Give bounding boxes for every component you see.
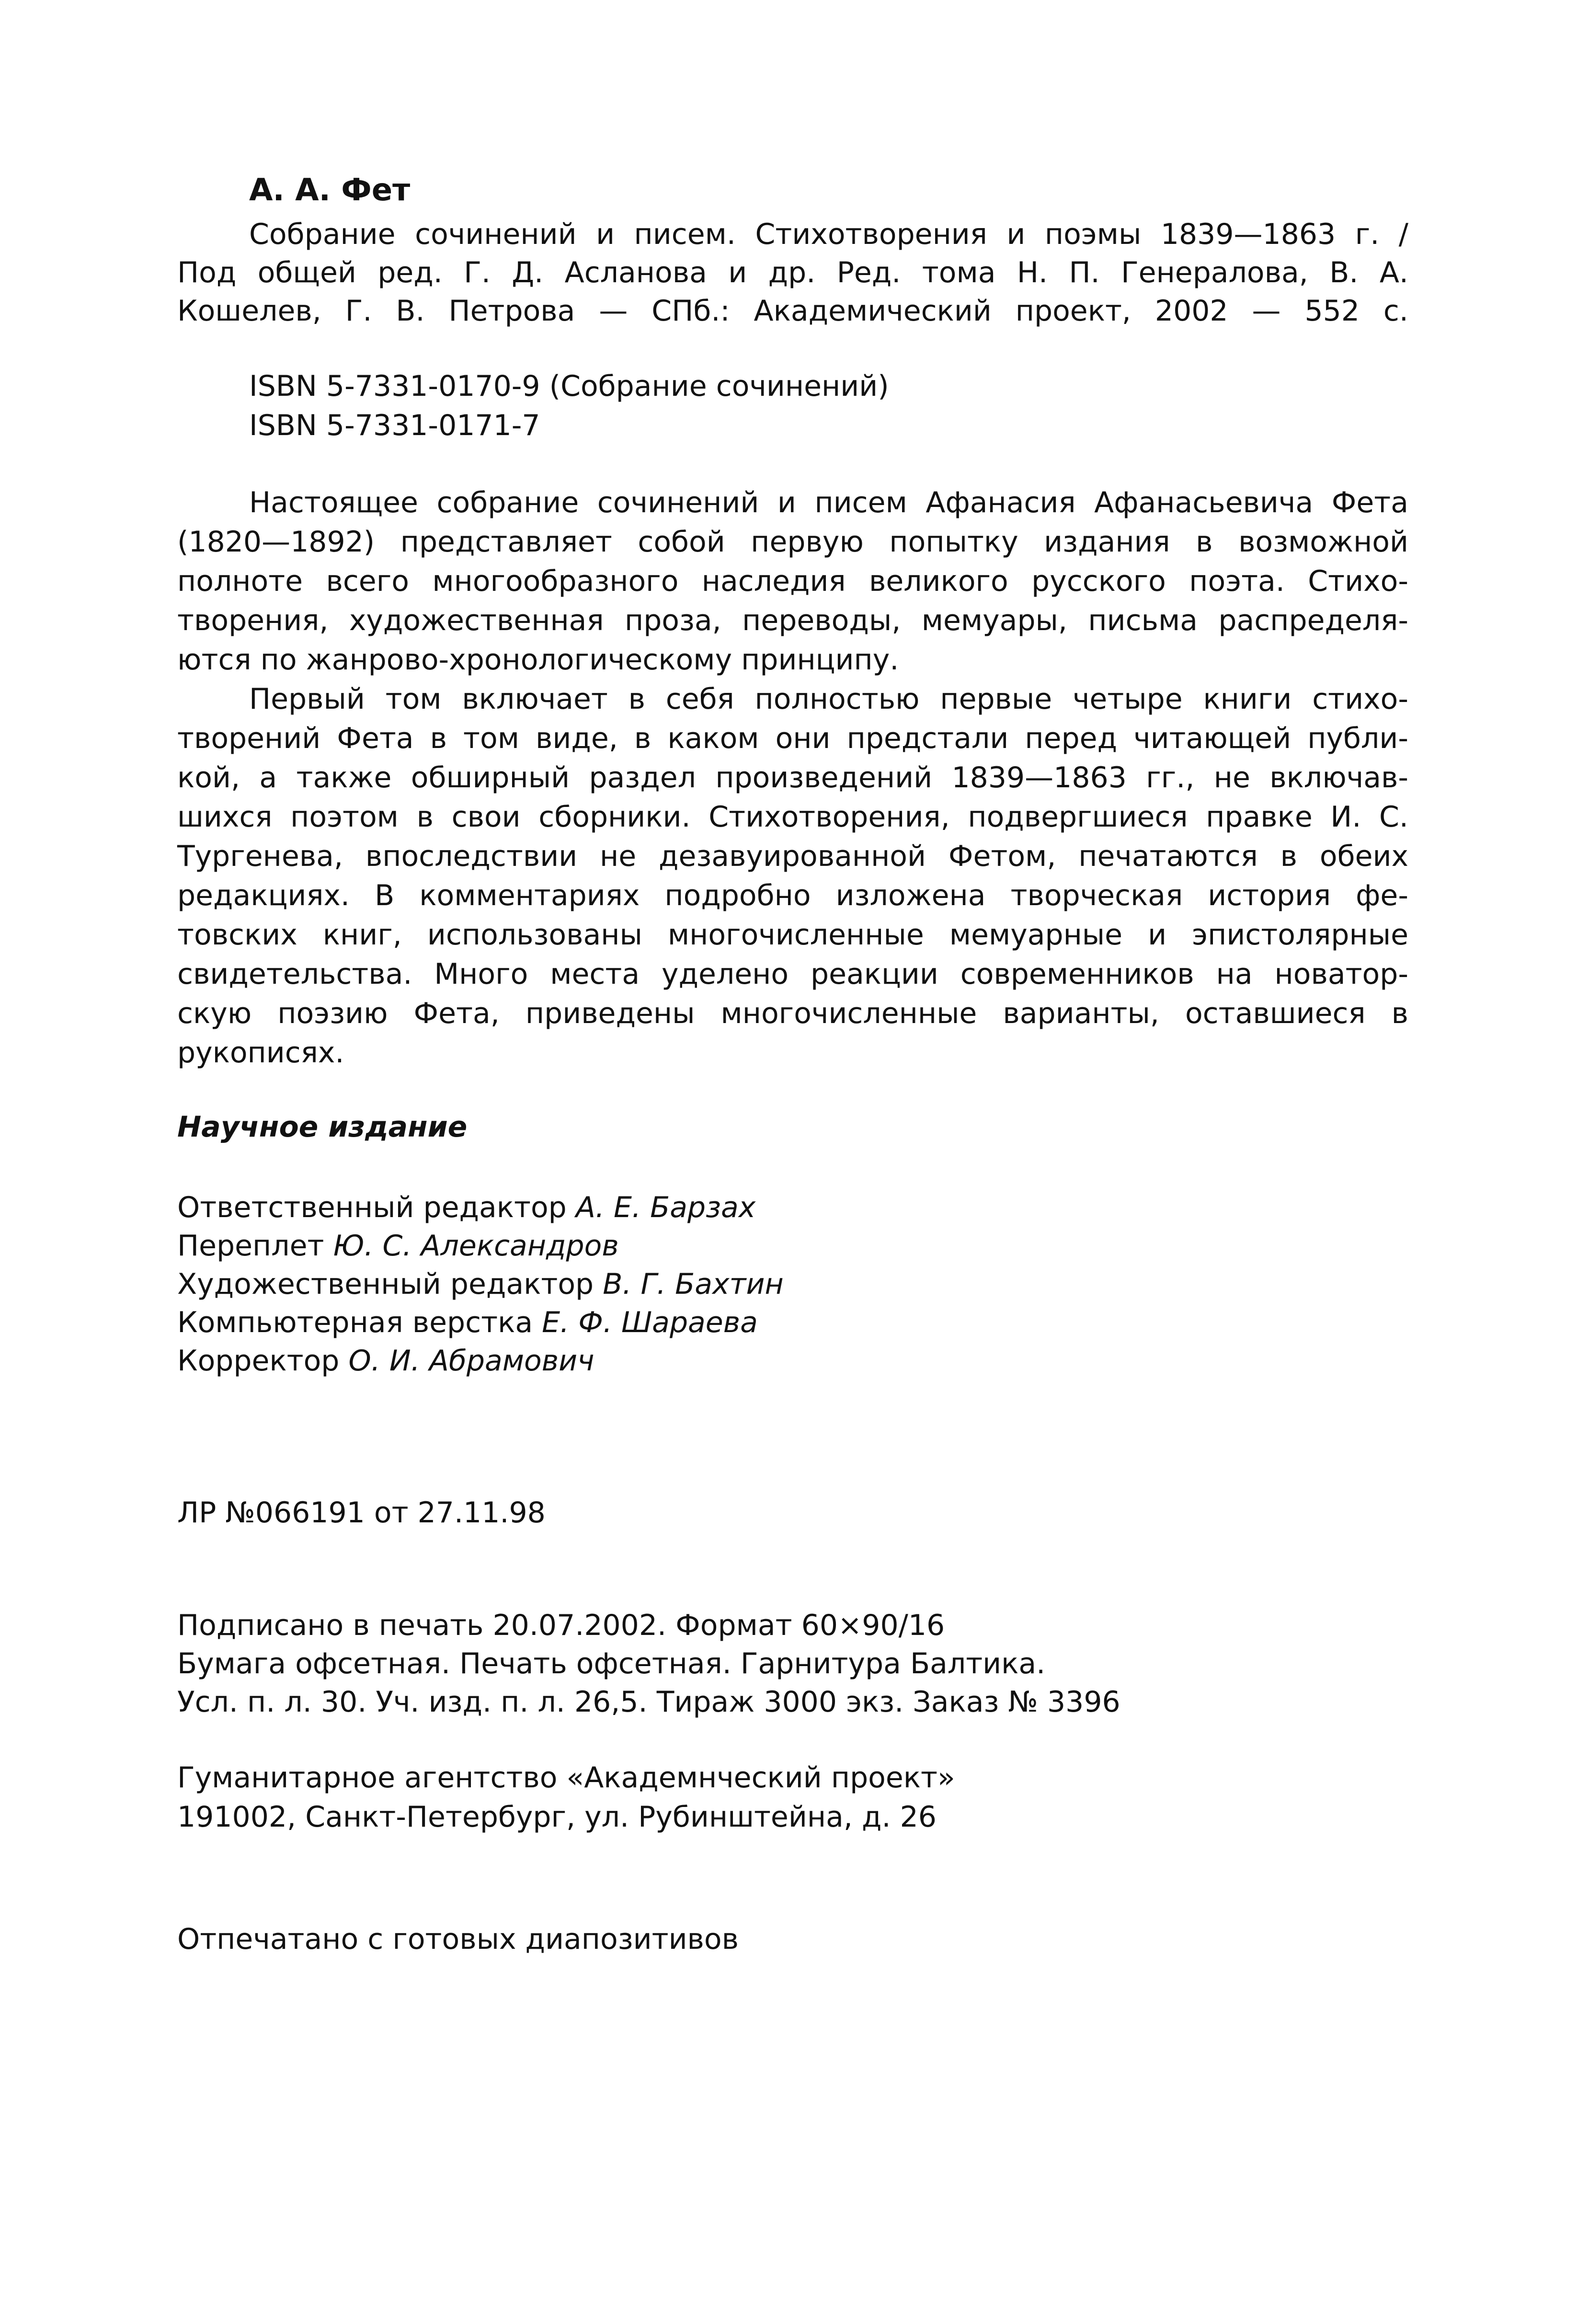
abstract-line: рукописях.	[177, 1036, 344, 1070]
print-info-line: Усл. п. л. 30. Уч. изд. п. л. 26,5. Тираж 3000 экз. Заказ № 3396	[177, 1685, 1120, 1719]
credit-name: Е. Ф. Шараева	[542, 1306, 758, 1339]
isbn-line: ISBN 5-7331-0171-7	[249, 409, 540, 442]
credit-role: Компьютерная верстка	[177, 1306, 533, 1339]
abstract-line: (1820—1892) представляет собой первую попытку издания в возможной	[177, 525, 1408, 559]
bib-line: Под общей ред. Г. Д. Асланова и др. Ред. тома Н. П. Генералова, В. А.	[177, 256, 1408, 289]
abstract-line: шихся поэтом в свои сборники. Стихотворения, подвергшиеся правке И. С.	[177, 800, 1408, 834]
abstract-line: полноте всего многообразного наследия великого русского поэта. Стихо-	[177, 564, 1408, 598]
author-heading: А. А. Фет	[249, 173, 411, 208]
isbn-line: ISBN 5-7331-0170-9 (Собрание сочинений)	[249, 369, 889, 403]
publisher-line: 191002, Санкт-Петербург, ул. Рубинштейна, д. 26	[177, 1800, 937, 1834]
print-info-line: Подписано в печать 20.07.2002. Формат 60×90/16	[177, 1609, 945, 1642]
abstract-line: товских книг, использованы многочисленные мемуарные и эпистолярные	[177, 918, 1408, 952]
abstract-line: Настоящее собрание сочинений и писем Афанасия Афанасьевича Фета	[249, 486, 1408, 519]
credit-line	[177, 1187, 755, 1228]
credit-name: В. Г. Бахтин	[603, 1267, 784, 1301]
print-info-line: Бумага офсетная. Печать офсетная. Гарнитура Балтика.	[177, 1647, 1046, 1680]
credit-role: Корректор	[177, 1344, 340, 1378]
abstract-line: творения, художественная проза, переводы, мемуары, письма распределя-	[177, 604, 1408, 637]
bib-line: Собрание сочинений и писем. Стихотворения и поэмы 1839—1863 г. /	[249, 218, 1408, 251]
abstract-line: ются по жанрово-хронологическому принципу.	[177, 643, 899, 677]
abstract-line: редакциях. В комментариях подробно изложена творческая история фе-	[177, 879, 1408, 912]
abstract-line: Первый том включает в себя полностью первые четыре книги стихо-	[249, 682, 1408, 716]
abstract-line: творений Фета в том виде, в каком они предстали перед читающей публи-	[177, 722, 1408, 755]
credit-name: А. Е. Барзах	[575, 1191, 756, 1224]
credit-role: Ответственный редактор	[177, 1191, 567, 1224]
printing-note: Отпечатано с готовых диапозитивов	[177, 1922, 739, 1956]
license-line: ЛР №066191 от 27.11.98	[177, 1496, 546, 1530]
credit-line	[177, 1341, 594, 1381]
credit-line	[177, 1302, 758, 1343]
credit-role: Художественный редактор	[177, 1267, 594, 1301]
credit-name: Ю. С. Александров	[333, 1229, 619, 1263]
credit-role: Переплет	[177, 1229, 324, 1263]
abstract-line: Тургенева, впоследствии не дезавуированной Фетом, печатаются в обеих	[177, 840, 1408, 873]
credit-name: О. И. Абрамович	[348, 1344, 594, 1378]
bib-line: Кошелев, Г. В. Петрова — СПб.: Академический проект, 2002 — 552 с.	[177, 294, 1408, 328]
abstract-line: скую поэзию Фета, приведены многочисленные варианты, оставшиеся в	[177, 997, 1408, 1030]
edition-type: Научное издание	[177, 1110, 468, 1144]
credit-line	[177, 1264, 784, 1304]
publisher-line: Гуманитарное агентство «Академнческий проект»	[177, 1761, 955, 1795]
abstract-line: свидетельства. Много места уделено реакции современников на новатор-	[177, 957, 1408, 991]
abstract-line: кой, а также обширный раздел произведений 1839—1863 гг., не включав-	[177, 761, 1408, 794]
credit-line	[177, 1226, 619, 1266]
